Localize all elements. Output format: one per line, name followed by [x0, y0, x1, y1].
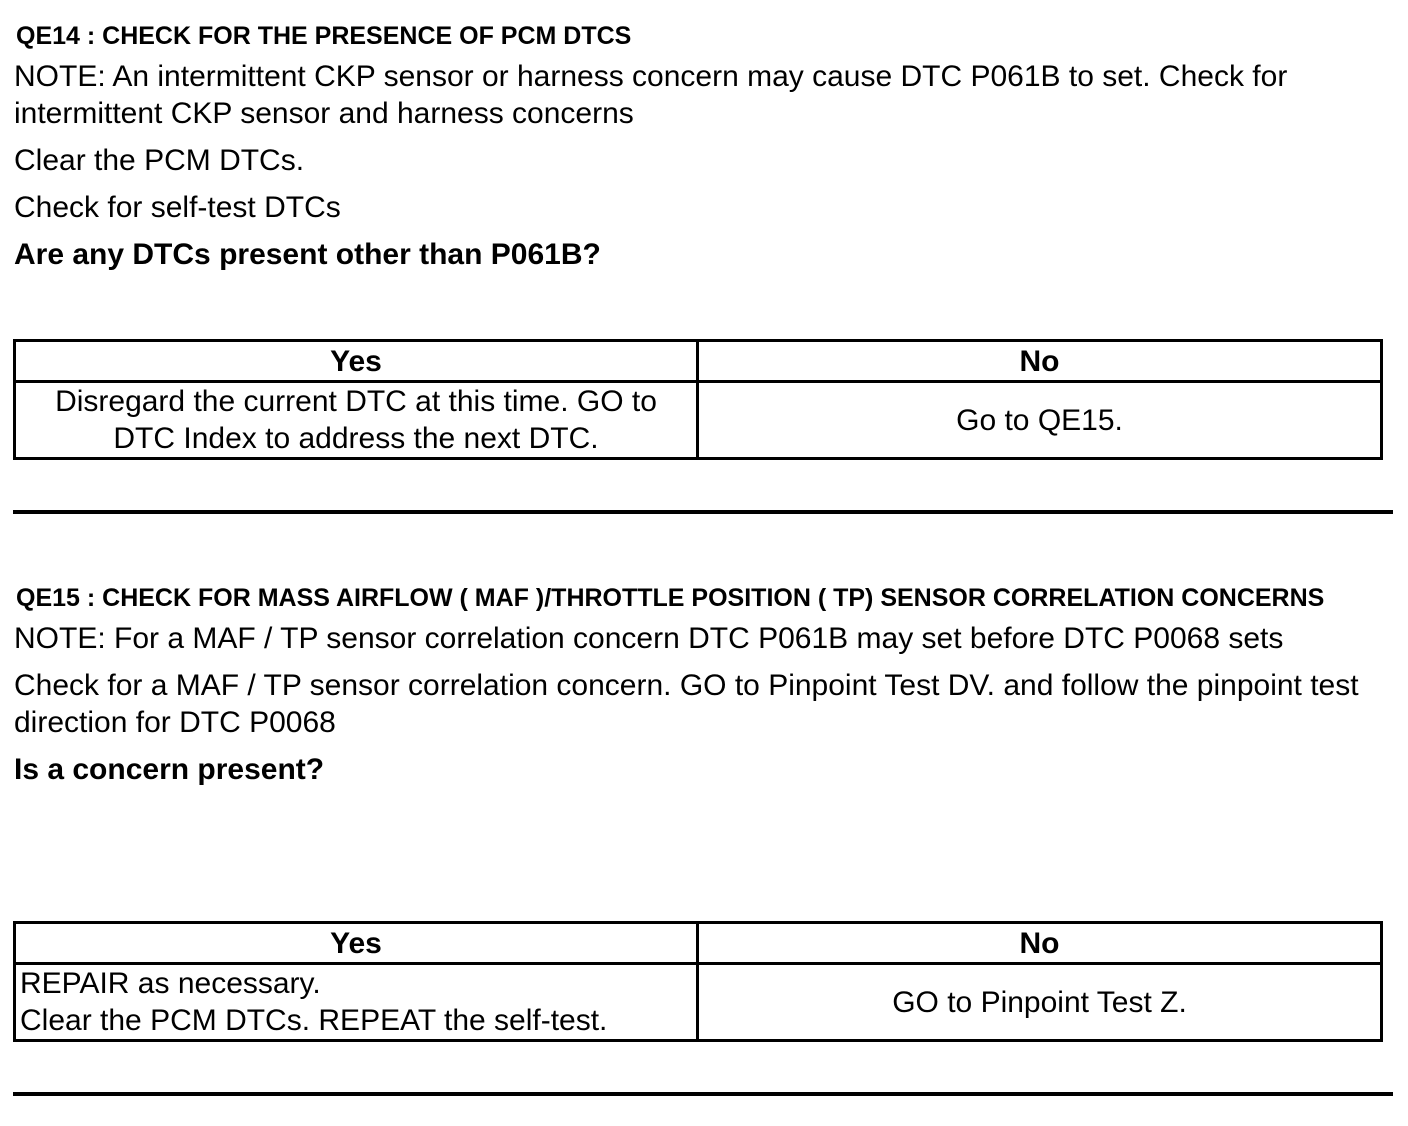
- instruction-paragraph: Check for a MAF / TP sensor correlation concern. GO to Pinpoint Test DV. and follow the pinpoint test direction for DTC P0068: [14, 669, 1359, 739]
- note-paragraph: NOTE: An intermittent CKP sensor or harness concern may cause DTC P061B to set. Check for intermittent CKP sensor and harness concerns: [14, 60, 1288, 130]
- yes-no-table-qe15: [13, 921, 1383, 1042]
- step-title: QE14 : CHECK FOR THE PRESENCE OF PCM DTCS: [16, 22, 632, 50]
- no-header: No: [698, 341, 1382, 382]
- section-divider: [13, 510, 1393, 514]
- instruction-paragraph: Clear the PCM DTCs.: [14, 144, 305, 177]
- step-qe15: [14, 582, 1394, 788]
- yes-action-line: Clear the PCM DTCs. REPEAT the self-test.: [20, 1004, 608, 1037]
- yes-header: Yes: [15, 341, 698, 382]
- no-action-cell: GO to Pinpoint Test Z.: [698, 964, 1382, 1041]
- step-question: Is a concern present?: [14, 753, 325, 786]
- yes-action-line: DTC Index to address the next DTC.: [113, 422, 599, 455]
- yes-action-cell: [15, 382, 698, 459]
- table-row: [15, 964, 1382, 1041]
- table-header-row: [15, 341, 1382, 382]
- yes-no-table-qe14: [13, 339, 1383, 460]
- yes-action-cell: [15, 964, 698, 1041]
- no-action-cell: Go to QE15.: [698, 382, 1382, 459]
- yes-action-line: Disregard the current DTC at this time. GO to: [55, 385, 657, 418]
- table-row: [15, 382, 1382, 459]
- step-qe14: [14, 20, 1394, 273]
- section-divider: [13, 1092, 1393, 1096]
- yes-header: Yes: [15, 923, 698, 964]
- table-header-row: [15, 923, 1382, 964]
- step-question: Are any DTCs present other than P061B?: [14, 238, 601, 271]
- instruction-paragraph: Check for self-test DTCs: [14, 191, 341, 224]
- step-title: QE15 : CHECK FOR MASS AIRFLOW ( MAF )/THROTTLE POSITION ( TP) SENSOR CORRELATION CONCERNS: [16, 584, 1325, 612]
- yes-action-line: REPAIR as necessary.: [20, 967, 321, 1000]
- note-paragraph: NOTE: For a MAF / TP sensor correlation concern DTC P061B may set before DTC P0068 sets: [14, 622, 1284, 655]
- no-header: No: [698, 923, 1382, 964]
